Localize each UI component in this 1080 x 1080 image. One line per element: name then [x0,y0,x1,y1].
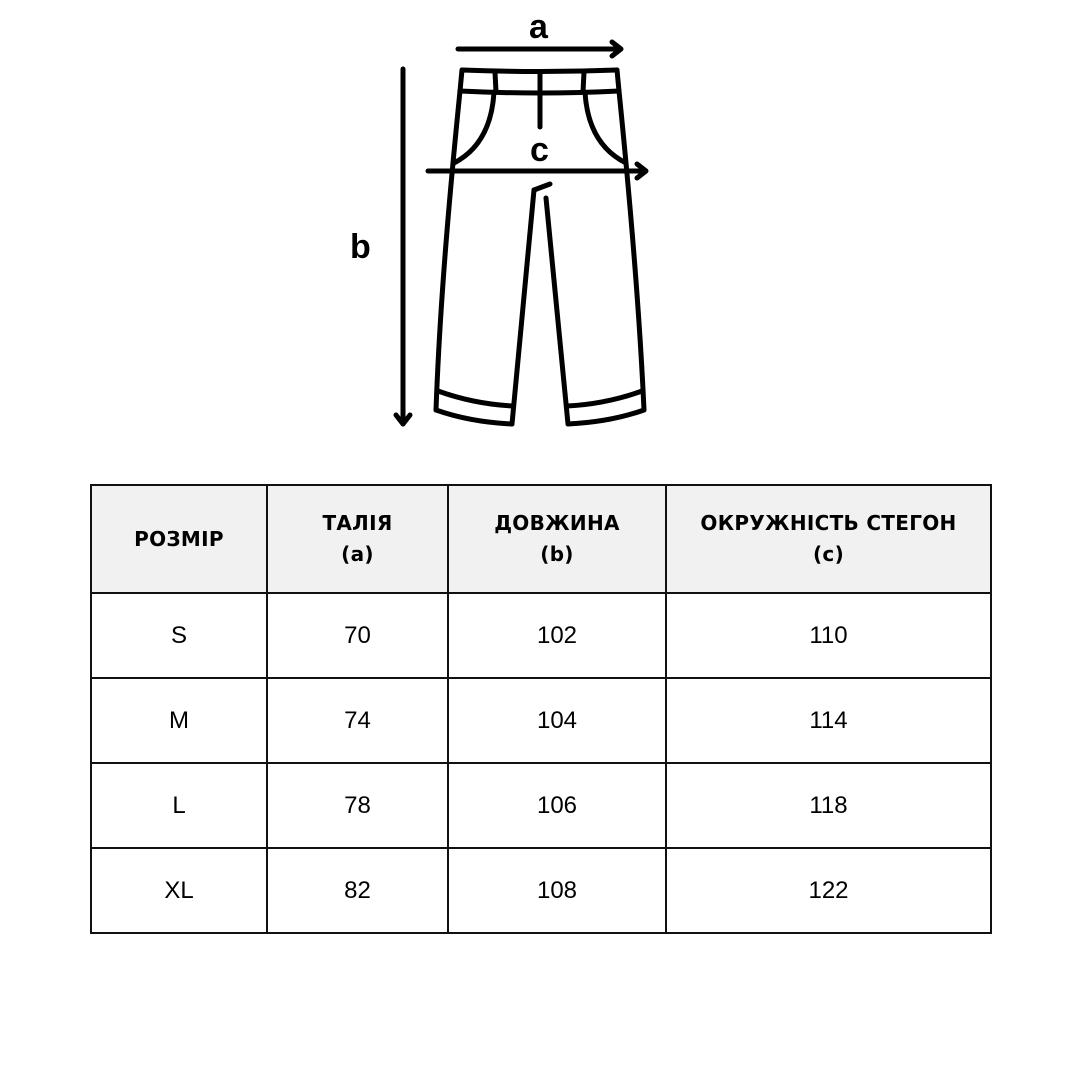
size-chart-table [90,484,992,934]
header-hips: ОКРУЖНІСТЬ СТЕГОН (c) [666,485,991,593]
pants-outline-icon [0,0,1080,470]
cell-length: 102 [448,593,666,678]
header-size: РОЗМІР [91,485,267,593]
table-row [91,593,991,678]
table-row [91,763,991,848]
cell-size: S [91,593,267,678]
cell-size: XL [91,848,267,933]
cell-hips: 110 [666,593,991,678]
cell-hips: 114 [666,678,991,763]
length-dimension-label: b [350,228,371,266]
cell-waist: 74 [267,678,448,763]
header-waist: ТАЛІЯ (a) [267,485,448,593]
table-header-row [91,485,991,593]
table-row [91,848,991,933]
cell-waist: 82 [267,848,448,933]
cell-waist: 70 [267,593,448,678]
cell-hips: 122 [666,848,991,933]
waist-dimension-label: a [529,8,548,46]
header-length: ДОВЖИНА (b) [448,485,666,593]
cell-length: 104 [448,678,666,763]
cell-length: 108 [448,848,666,933]
cell-size: L [91,763,267,848]
cell-hips: 118 [666,763,991,848]
hips-dimension-label: c [530,131,549,169]
cell-length: 106 [448,763,666,848]
cell-waist: 78 [267,763,448,848]
cell-size: M [91,678,267,763]
table-row [91,678,991,763]
pants-measurement-diagram [0,0,1080,470]
